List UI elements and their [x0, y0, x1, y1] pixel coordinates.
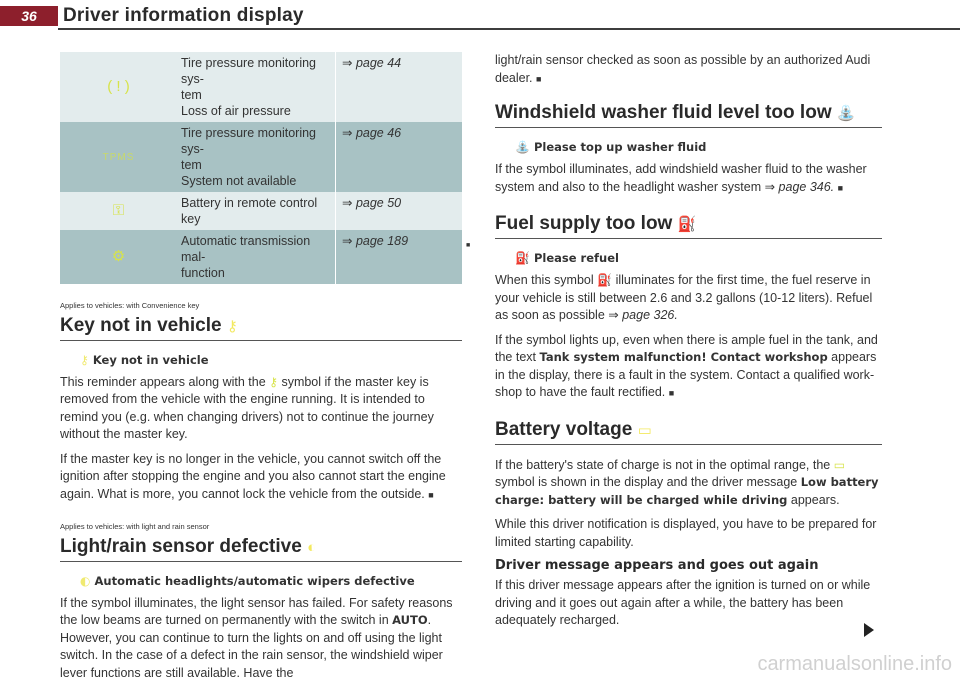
key-section [60, 297, 462, 504]
key-icon: ⚷ [80, 352, 89, 367]
row-text: tem [181, 158, 202, 172]
heading-text: Windshield washer fluid level too low [495, 102, 832, 123]
para-text: illuminates for the first time, the fuel reserve in your vehicle is still between 2.6 and 3.2 gallons (10-12 liters). Refuel as soon as possible [495, 273, 873, 322]
bold-text: Tank system malfunction! Contact workshop [539, 350, 828, 364]
para-text: . However, you can continue to turn the lights on and off using the light switch. In the case of a defect in the rain sensor, the windshield wiper lever functions are still available. Have the [60, 613, 443, 680]
battery-icon: ▭ [637, 421, 652, 439]
row-text: Loss of air pressure [181, 104, 291, 118]
remote-key-battery-icon: ⚿ [112, 202, 125, 219]
left-column [60, 52, 462, 689]
subheading: Driver message appears and goes out again [495, 558, 819, 573]
fuel-pump-icon: ⛽ [677, 216, 697, 233]
section-heading [495, 102, 882, 128]
subheading [80, 574, 462, 588]
end-mark: ■ [668, 388, 675, 398]
paragraph [495, 272, 882, 325]
paragraph: While this driver notification is displayed, you have to be prepared for limited starting capability. [495, 517, 877, 549]
table-row [60, 122, 462, 192]
para-text: When this symbol [495, 273, 594, 287]
next-page-arrow-icon[interactable] [864, 623, 874, 637]
end-mark: ■ [428, 489, 434, 500]
heading-text: Fuel supply too low [495, 213, 673, 234]
section-heading [60, 315, 462, 341]
para-text: If the symbol lights up, even when there is ample fuel in the tank, and the text [495, 332, 878, 364]
end-mark: ■ [837, 182, 844, 193]
paragraph [60, 451, 462, 505]
bold-text: AUTO [392, 613, 428, 627]
fuel-pump-icon: ⛽ [597, 273, 613, 287]
subhead-text: Please top up washer fluid [533, 140, 707, 154]
paragraph [60, 595, 462, 683]
para-text: appears in the display, there is a fault in the system. Contact a qualified work- shop to have the fault rectified. [495, 350, 877, 399]
washer-fluid-icon: ⛲ [515, 140, 530, 154]
watermark: carmanualsonline.info [757, 653, 952, 675]
row-text: System not available [181, 174, 297, 188]
applies-note: Applies to vehicles: with Convenience key [60, 301, 200, 310]
page-ref[interactable]: ⇒ page 346. [764, 179, 835, 194]
row-text: Battery in remote control key [181, 196, 318, 226]
para-text: light/rain sensor checked as soon as possible by an authorized Audi dealer. [495, 53, 871, 85]
tpms-icon: TPMS [102, 152, 135, 163]
subheading [80, 353, 462, 367]
tire-pressure-icon: ( ! ) [107, 78, 130, 95]
washer-section [495, 102, 882, 197]
heading-text: Light/rain sensor defective [60, 535, 302, 557]
row-text: function [181, 266, 225, 280]
subhead-text: Please refuel [533, 251, 619, 265]
row-text: Tire pressure monitoring sys- [181, 126, 317, 156]
fuel-pump-icon: ⛽ [515, 251, 530, 265]
row-text: Automatic transmission mal- [181, 234, 311, 264]
heading-text: Key not in vehicle [60, 314, 222, 336]
battery-icon: ▭ [833, 457, 846, 472]
end-mark: ■ [536, 73, 542, 84]
subheading [515, 251, 882, 265]
page-ref[interactable]: ⇒ page 50 [336, 192, 463, 230]
battery-section [495, 419, 882, 630]
paragraph [495, 52, 882, 88]
row-text: Tire pressure monitoring sys- [181, 56, 317, 86]
paragraph [495, 457, 882, 510]
paragraph [495, 332, 882, 403]
section-heading [495, 419, 882, 445]
key-icon: ⚷ [226, 317, 238, 335]
row-text: tem [181, 88, 202, 102]
page-ref[interactable]: ⇒ page 189 [336, 230, 463, 284]
washer-fluid-icon: ⛲ [836, 105, 856, 122]
table-row [60, 230, 462, 284]
fuel-section [495, 213, 882, 403]
para-text: appears. [790, 492, 840, 507]
table-row [60, 52, 462, 122]
subhead-text: Automatic headlights/automatic wipers defective [94, 573, 415, 588]
para-text: This reminder appears along with the [60, 374, 266, 389]
table-row [60, 192, 462, 230]
key-icon: ⚷ [269, 374, 278, 389]
heading-text: Battery voltage [495, 418, 633, 440]
para-text: If the symbol illuminates, add windshield washer fluid to the washer system and also to the headlight washer system [495, 162, 867, 194]
page-title: Driver information display [63, 5, 304, 26]
paragraph: If this driver message appears after the ignition is turned on or while driving and it goes out again after a while, the battery has been adequately recharged. [495, 578, 871, 627]
header-rule [58, 28, 960, 30]
para-text: symbol is shown in the display and the driver message [495, 475, 798, 489]
paragraph [495, 161, 882, 197]
applies-note: Applies to vehicles: with light and rain sensor [60, 522, 210, 531]
light-sensor-icon: ◐ [307, 538, 317, 556]
end-mark: ■ [466, 242, 471, 249]
page-ref[interactable]: ⇒ page 44 [336, 52, 463, 122]
light-section [60, 518, 462, 682]
para-text: If the master key is no longer in the vehicle, you cannot switch off the ignition after stopping the engine and you also cannot start the engine again. What is more, you cannot lock the vehicle from the outside. [60, 451, 446, 501]
subhead-text: Key not in vehicle [92, 352, 209, 367]
para-text: If the battery's state of charge is not in the optimal range, the [495, 457, 831, 472]
section-heading [495, 213, 882, 239]
page-ref[interactable]: ⇒ page 326. [608, 308, 678, 322]
right-column [495, 52, 882, 637]
para-text: If the symbol illuminates, the light sensor has failed. For safety reasons the low beams are turned on permanently with the switch in [60, 595, 453, 627]
subheading [515, 140, 882, 154]
page-ref[interactable]: ⇒ page 46 [336, 122, 463, 192]
transmission-icon: ⚙ [111, 248, 126, 265]
page-number: 36 [0, 6, 58, 26]
symbol-table [60, 52, 462, 284]
bold-text: Low battery charge: battery will be charged while driving [495, 475, 879, 507]
paragraph [60, 374, 462, 444]
section-heading [60, 536, 462, 562]
light-sensor-icon: ◐ [80, 573, 91, 588]
para-text: symbol if the master key is removed from the vehicle with the engine running. It is intended to remind you (e.g. when changing drivers) not to continue the journey without the master key. [60, 374, 434, 441]
